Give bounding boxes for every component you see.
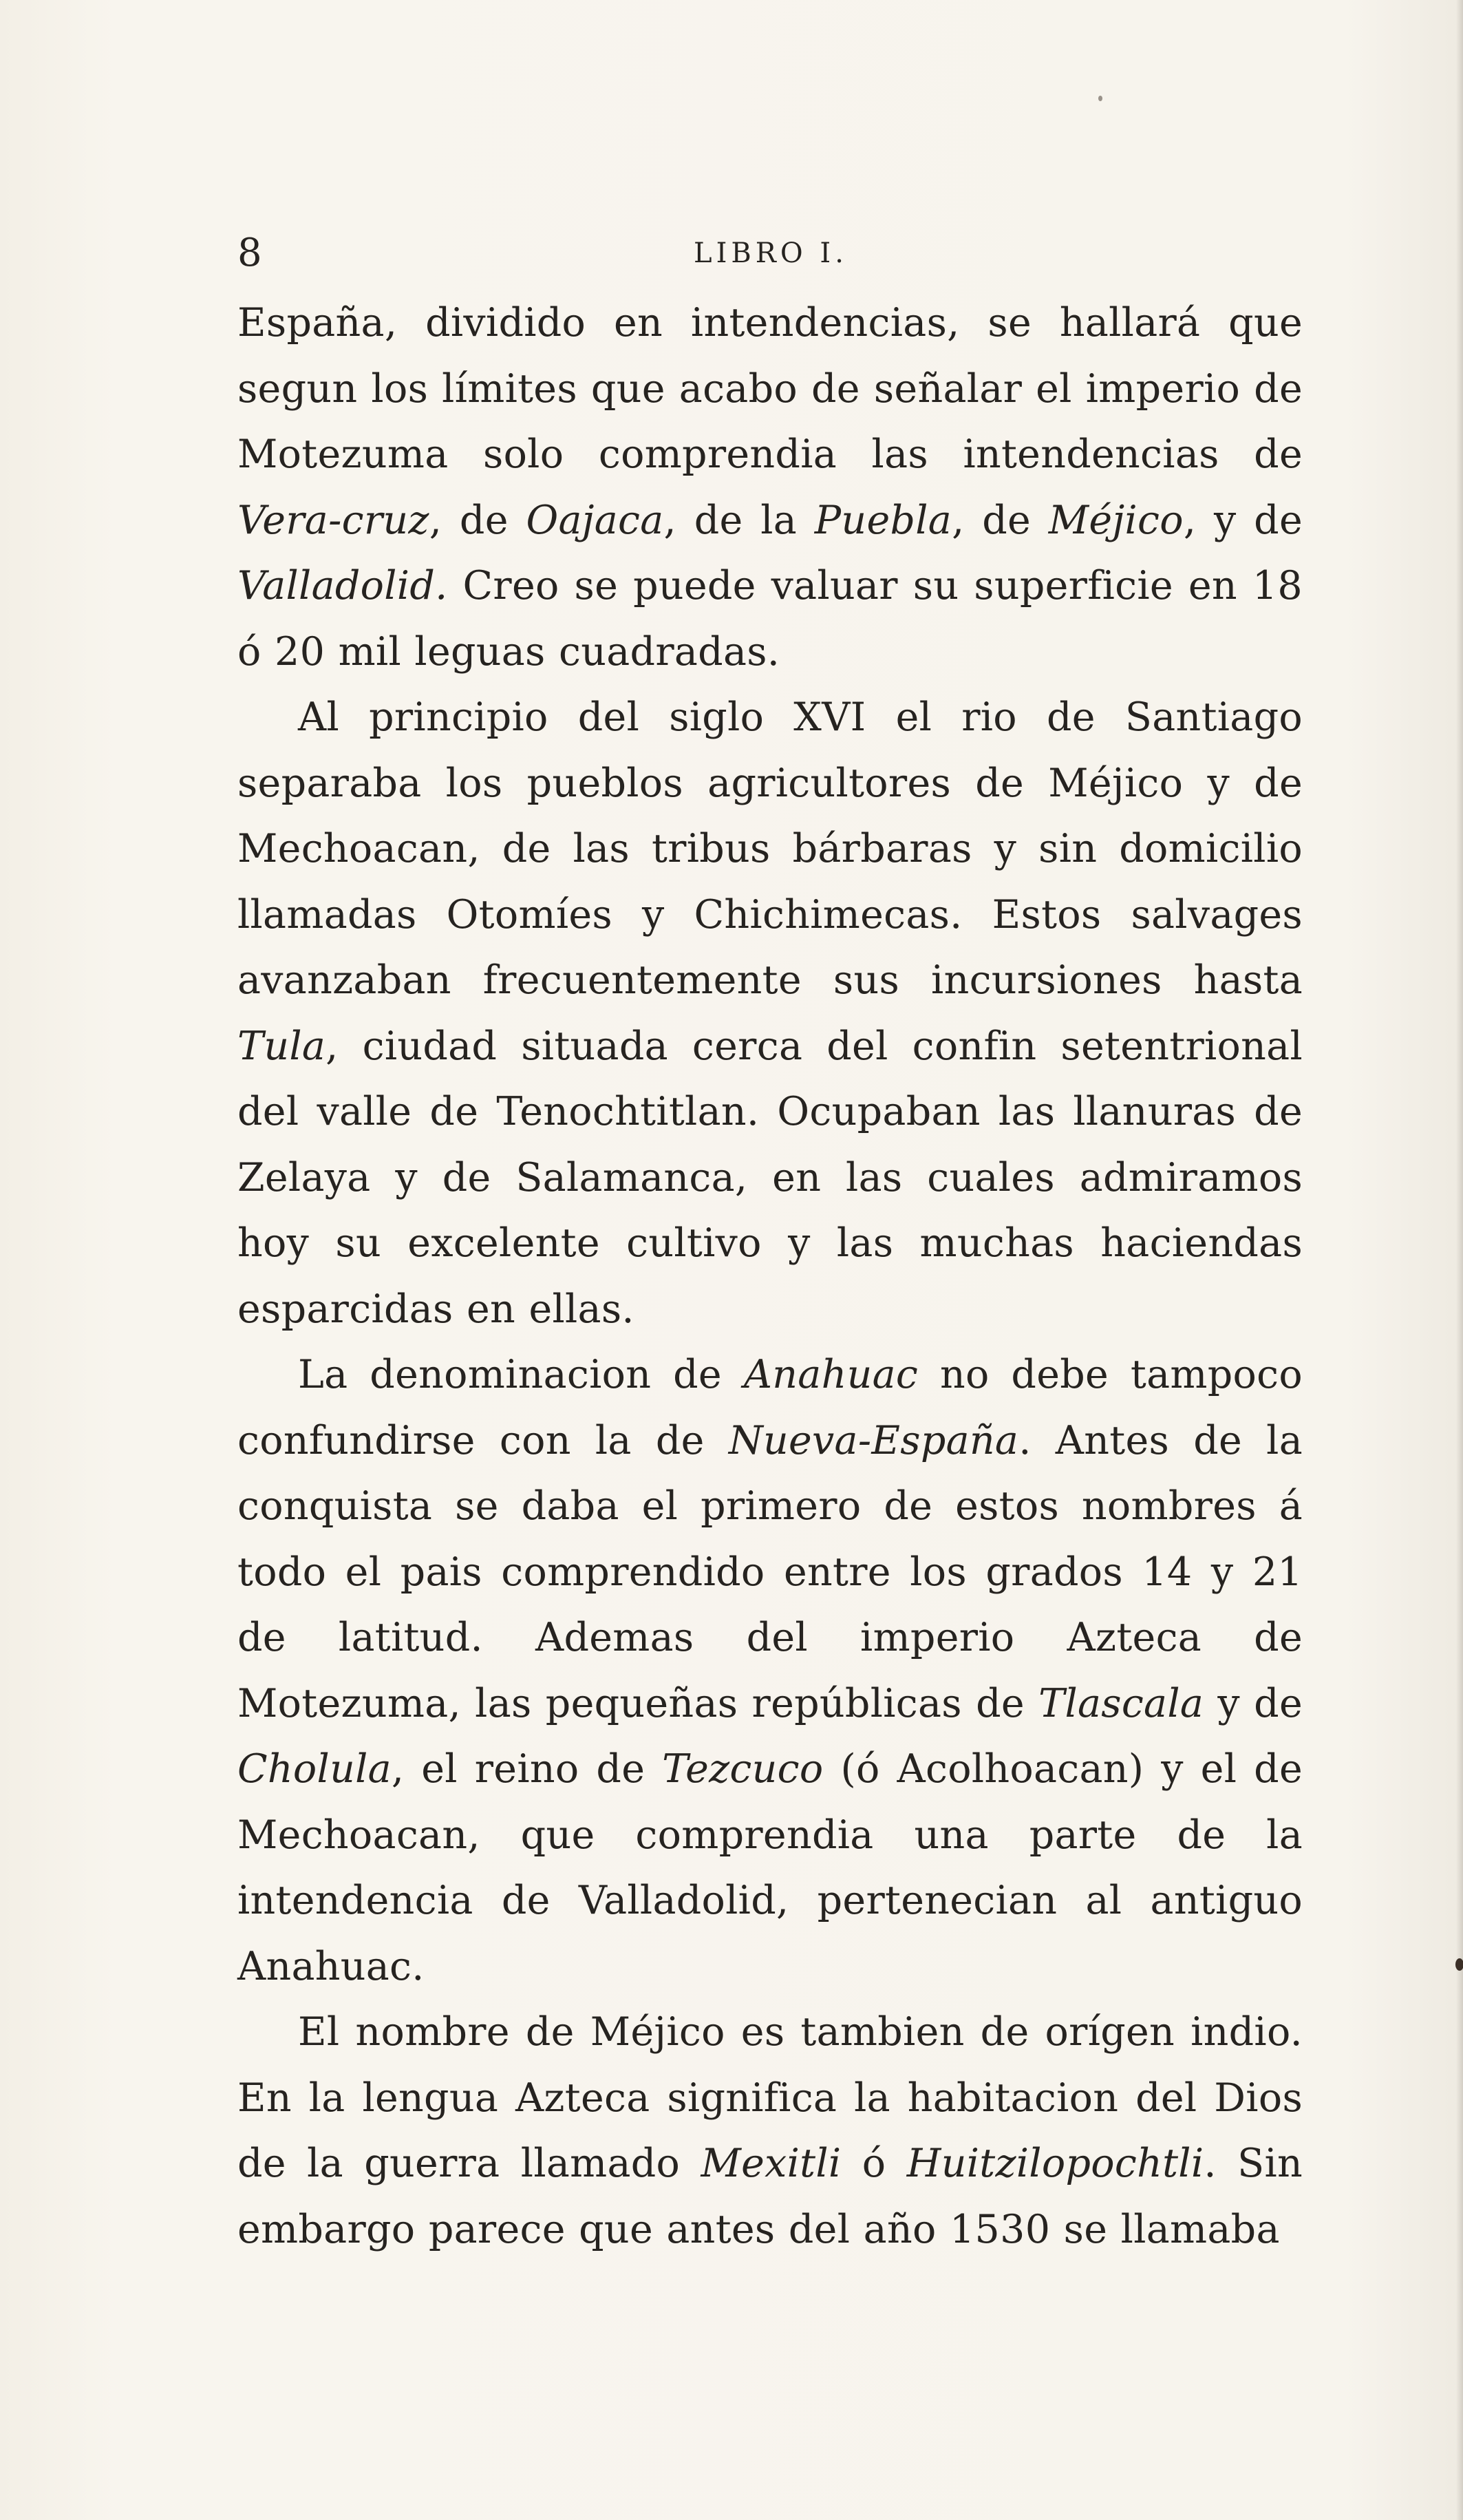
text-run: , de bbox=[952, 497, 1049, 543]
text-run: ó bbox=[841, 2141, 907, 2186]
page-edge-shadow bbox=[1456, 0, 1463, 2520]
text-run: La denominacion de bbox=[298, 1352, 744, 1397]
italic-term: Tezcuco bbox=[662, 1746, 824, 1792]
text-run: , y de bbox=[1183, 497, 1303, 543]
text-run: España, dividido en intendencias, se hallará que segun los límites que acabo de señalar el imperio de Motezuma solo comprendia las intendencias de bbox=[237, 300, 1303, 477]
paragraph bbox=[237, 1342, 1303, 2000]
italic-term: Oajaca bbox=[526, 497, 664, 543]
paragraph bbox=[237, 290, 1303, 685]
italic-term: Vera-cruz bbox=[237, 497, 429, 543]
text-run: , ciudad situada cerca del confin setentrional del valle de Tenochtitlan. Ocupaban las llanuras de Zelaya y de Salamanca, en las cuales admiramos hoy su excelente cultivo y las muchas haciendas esparcidas en ellas. bbox=[237, 1023, 1303, 1332]
italic-term: Tula bbox=[237, 1023, 326, 1069]
italic-term: Puebla bbox=[814, 497, 952, 543]
text-run: . Sin embargo parece que antes del año 1530 se llamaba bbox=[237, 2141, 1303, 2252]
text-run: . Antes de la conquista se daba el primero de estos nombres á todo el pais comprendido entre los grados 14 y 21 de latitud. Ademas del imperio Azteca de Motezuma, las pequeñas repúblicas de bbox=[237, 1417, 1303, 1726]
paragraph bbox=[237, 685, 1303, 1342]
italic-term: Mexitli bbox=[701, 2141, 842, 2186]
ink-spot bbox=[1455, 1958, 1463, 1971]
text-run: (ó Acolhoacan) y el de Mechoacan, que comprendia una parte de la intendencia de Valladolid, pertenecian al antiguo Anahuac. bbox=[237, 1746, 1303, 1989]
body-text bbox=[237, 290, 1303, 2263]
text-run: y de bbox=[1204, 1680, 1303, 1726]
italic-term: Méjico bbox=[1048, 497, 1184, 543]
text-run: El nombre de Méjico es tambien de orígen indio. En la lengua Azteca significa la habitacion del Dios de la guerra llamado bbox=[237, 2009, 1303, 2186]
page-number: 8 bbox=[237, 231, 262, 275]
text-run: no debe tampoco confundirse con la de bbox=[237, 1352, 1303, 1463]
italic-term: Valladolid. bbox=[237, 563, 448, 608]
text-run: Creo se puede valuar su superficie en 18 ó 20 mil leguas cuadradas. bbox=[237, 563, 1303, 675]
page-header bbox=[237, 226, 1304, 281]
text-run: Al principio del siglo XVI el rio de Santiago separaba los pueblos agricultores de Méjico y de Mechoacan, de las tribus bárbaras y sin domicilio llamadas Otomíes y Chichimecas. Estos salvages avanzaban frecuentemente sus incursiones hasta bbox=[237, 695, 1303, 1003]
paper-speck bbox=[1098, 96, 1102, 101]
italic-term: Huitzilopochtli bbox=[906, 2141, 1204, 2186]
italic-term: Nueva-España bbox=[728, 1417, 1019, 1463]
running-head: LIBRO I. bbox=[694, 237, 848, 269]
paragraph bbox=[237, 2000, 1303, 2263]
text-run: , de bbox=[429, 497, 526, 543]
italic-term: Anahuac bbox=[743, 1352, 919, 1397]
italic-term: Tlascala bbox=[1038, 1680, 1204, 1726]
text-run: , de la bbox=[663, 497, 815, 543]
italic-term: Cholula bbox=[237, 1746, 392, 1792]
text-run: , el reino de bbox=[391, 1746, 663, 1792]
